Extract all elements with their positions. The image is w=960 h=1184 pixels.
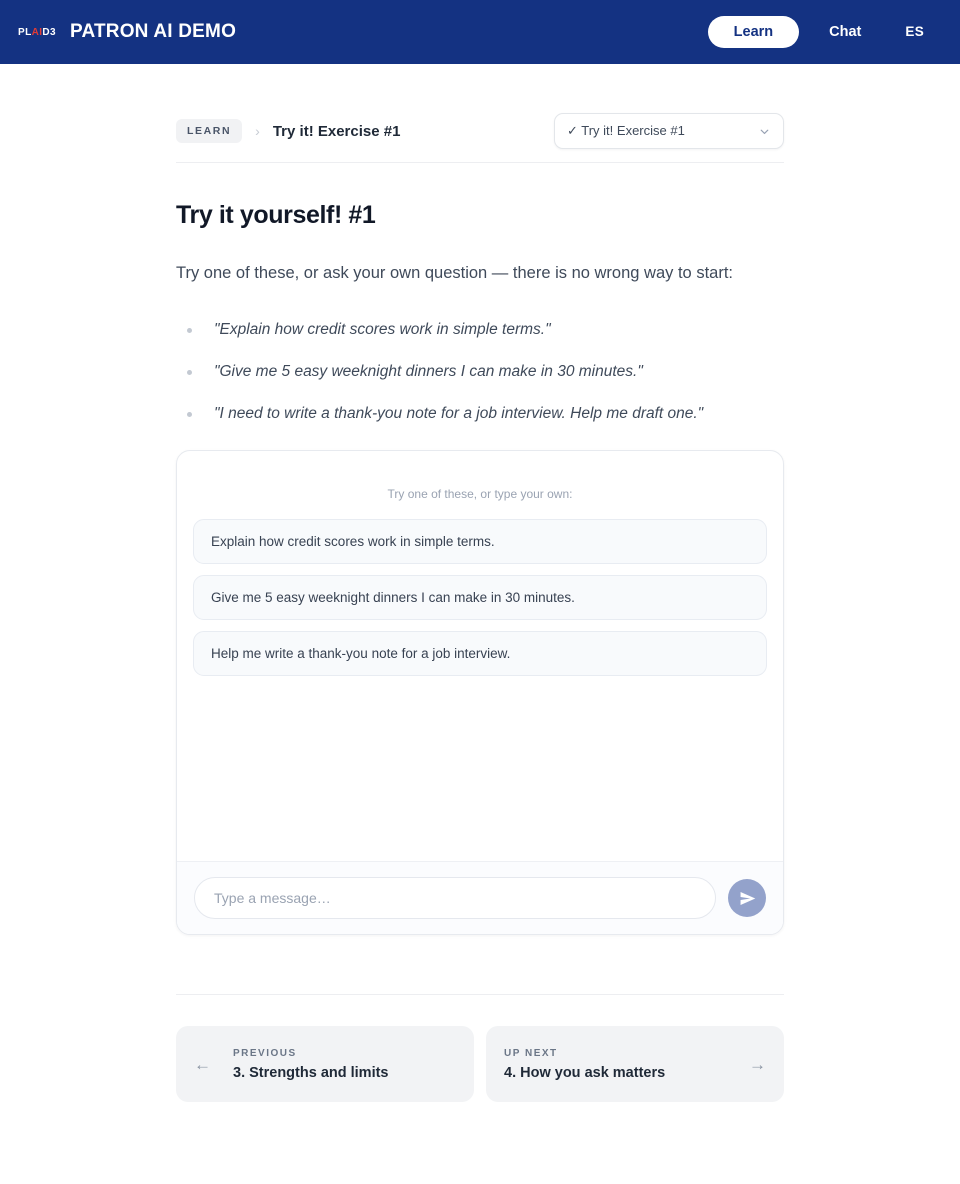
arrow-left-icon: ←	[194, 1054, 211, 1074]
plaid3-logo	[18, 26, 56, 38]
lesson-select[interactable]	[554, 113, 784, 149]
app-title: PATRON AI DEMO	[70, 21, 237, 42]
chat-composer	[177, 861, 783, 934]
page-container	[0, 64, 960, 1102]
intro-paragraph: Try one of these, or ask your own question — there is no wrong way to start:	[176, 264, 733, 282]
previous-lesson-title: 3. Strengths and limits	[233, 1064, 389, 1081]
top-navigation	[708, 16, 938, 49]
header-divider	[176, 162, 784, 163]
next-lesson-text	[504, 1048, 665, 1081]
logo-suffix: D3	[42, 27, 56, 38]
list-item: "Explain how credit scores work in simple terms."	[176, 315, 766, 344]
list-item: "Give me 5 easy weeknight dinners I can make in 30 minutes."	[176, 357, 766, 386]
breadcrumb-badge-learn[interactable]: LEARN	[176, 119, 242, 144]
previous-lesson-card[interactable]	[176, 1026, 474, 1102]
arrow-right-icon: →	[749, 1054, 766, 1074]
lesson-select-value: ✓ Try it! Exercise #1	[567, 123, 685, 138]
message-input[interactable]	[194, 877, 716, 919]
nav-tab-learn[interactable]: Learn	[708, 16, 800, 49]
brand[interactable]	[18, 21, 236, 43]
next-lesson-title: 4. How you ask matters	[504, 1064, 666, 1081]
nav-tab-chat[interactable]: Chat	[829, 23, 862, 40]
chat-hint-text: Try one of these, or type your own:	[387, 487, 573, 501]
breadcrumb-current: Try it! Exercise #1	[272, 122, 401, 140]
chevron-down-icon	[758, 125, 771, 138]
suggestion-chip-1[interactable]: Explain how credit scores work in simple terms.	[193, 519, 767, 564]
send-button[interactable]	[728, 879, 766, 917]
next-lesson-card[interactable]	[486, 1026, 784, 1102]
chat-message-area	[177, 451, 783, 861]
logo-prefix: PL	[18, 27, 32, 38]
breadcrumb-row	[176, 64, 784, 162]
suggestion-chip-2[interactable]: Give me 5 easy weeknight dinners I can make in 30 minutes.	[193, 575, 767, 620]
app-header	[0, 0, 960, 64]
send-paper-plane-icon	[739, 890, 756, 907]
list-item: "I need to write a thank-you note for a job interview. Help me draft one."	[176, 399, 766, 428]
example-prompts-list	[176, 315, 784, 428]
previous-label: PREVIOUS	[233, 1047, 297, 1059]
previous-lesson-text	[233, 1048, 389, 1081]
lesson-pagination	[176, 1026, 784, 1102]
logo-accent: AI	[31, 27, 43, 38]
up-next-label: UP NEXT	[504, 1047, 558, 1059]
language-toggle-es[interactable]: ES	[905, 24, 924, 40]
footer-divider	[176, 994, 784, 995]
suggestion-chip-3[interactable]: Help me write a thank-you note for a job interview.	[193, 631, 767, 676]
chat-widget	[176, 450, 784, 935]
page-title: Try it yourself! #1	[176, 201, 376, 229]
breadcrumb-separator-icon: ›	[255, 123, 260, 139]
content-column	[176, 64, 784, 1102]
